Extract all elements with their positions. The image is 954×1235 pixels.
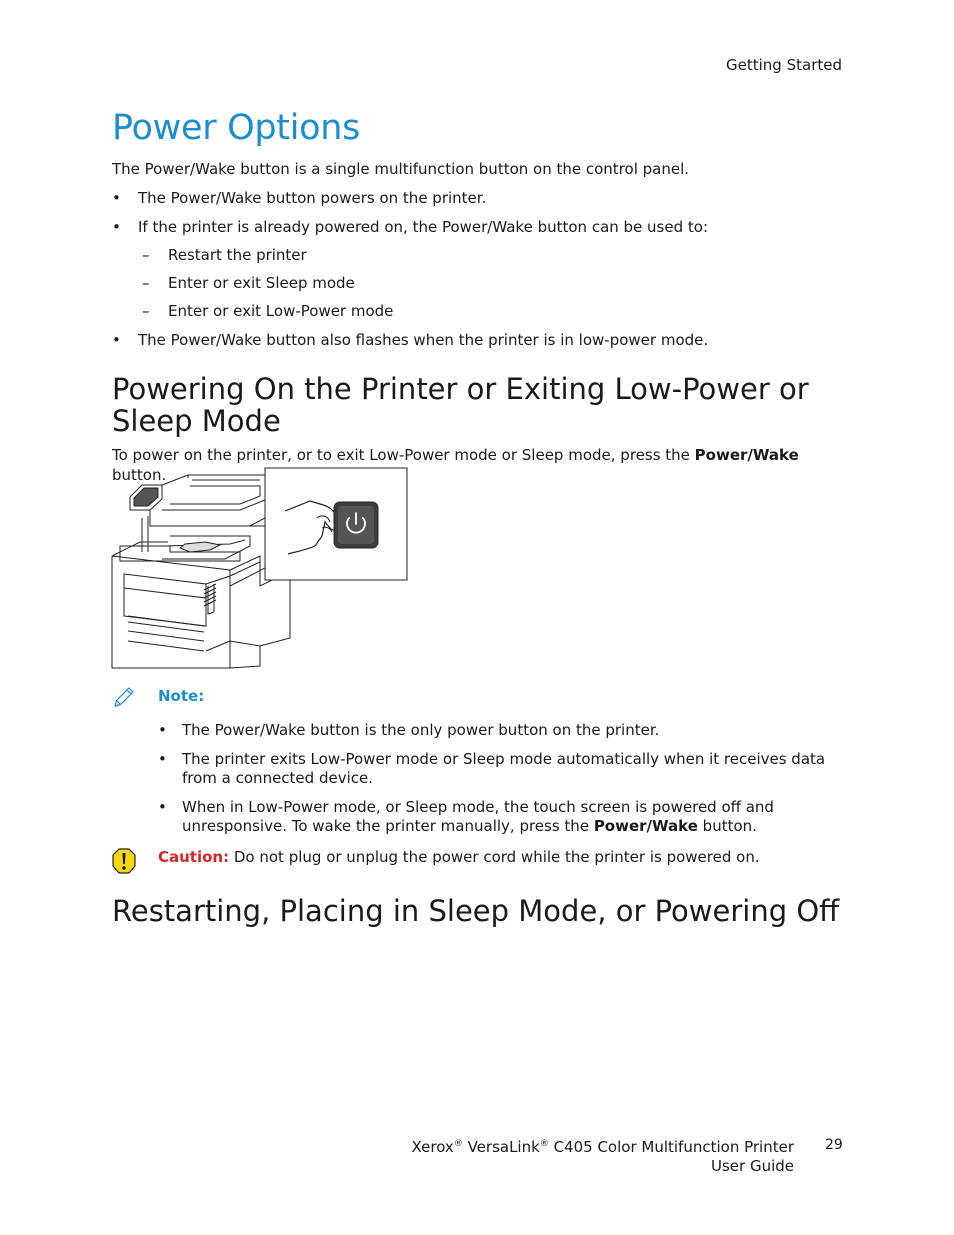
list-item <box>112 217 852 321</box>
caution-line <box>158 847 760 867</box>
footer-title <box>412 1138 794 1176</box>
list-item <box>112 330 852 350</box>
note-list <box>158 721 838 846</box>
list-item-text: The Power/Wake button powers on the printer. <box>138 189 487 207</box>
registered-mark: ® <box>453 1139 463 1149</box>
footer-guide: User Guide <box>710 1157 794 1175</box>
sub-list <box>142 245 852 321</box>
sub-list-item <box>142 301 852 321</box>
footer-product-line <box>412 1138 794 1157</box>
note-item-text: button. <box>697 817 757 835</box>
note-item <box>158 721 838 740</box>
pencil-icon <box>112 685 136 709</box>
printer-illustration <box>110 466 410 672</box>
sub-list-item-text: Enter or exit Sleep mode <box>168 274 355 292</box>
list-item-text: The Power/Wake button also flashes when the printer is in low-power mode. <box>138 331 709 349</box>
intro-paragraph: The Power/Wake button is a single multifunction button on the control panel. <box>112 160 690 178</box>
note-label: Note: <box>158 687 205 705</box>
note-item <box>158 798 838 836</box>
list-item <box>112 188 852 208</box>
running-head: Getting Started <box>726 56 842 74</box>
note-item-text: The Power/Wake button is the only power button on the printer. <box>182 721 660 739</box>
registered-mark: ® <box>539 1139 549 1149</box>
power-wake-bold: Power/Wake <box>593 817 698 835</box>
sub-list-item-text: Restart the printer <box>168 246 307 264</box>
note-item <box>158 750 838 788</box>
caution-text: Do not plug or unplug the power cord while the printer is powered on. <box>229 848 760 866</box>
printer-drawing <box>112 475 290 668</box>
paragraph-text: button. <box>112 466 167 484</box>
sub-list-item-text: Enter or exit Low-Power mode <box>168 302 394 320</box>
page-number: 29 <box>825 1137 843 1153</box>
sub-list-item <box>142 273 852 293</box>
paragraph-text: To power on the printer, or to exit Low-Power mode or Sleep mode, press the <box>112 446 695 464</box>
list-item-text: If the printer is already powered on, the Power/Wake button can be used to: <box>138 218 708 236</box>
section-heading-powering-on: Powering On the Printer or Exiting Low-Power or Sleep Mode <box>112 372 809 438</box>
footer-model: C405 Color Multifunction Printer <box>548 1138 794 1156</box>
footer-product: VersaLink <box>462 1138 540 1156</box>
note-item-text: When in Low-Power mode, or Sleep mode, the touch screen is powered off and unresponsive. To wake the printer manually, press the <box>182 798 774 835</box>
caution-icon <box>112 848 136 874</box>
sub-list-item <box>142 245 852 265</box>
power-wake-bold: Power/Wake <box>694 446 799 464</box>
note-item-text: The printer exits Low-Power mode or Sleep mode automatically when it receives data from a connected device. <box>182 750 826 787</box>
power-options-list <box>112 188 852 359</box>
section-heading-restarting: Restarting, Placing in Sleep Mode, or Powering Off <box>112 894 840 928</box>
caution-label: Caution: <box>158 848 230 866</box>
page-title: Power Options <box>112 108 361 148</box>
power-button <box>334 502 378 548</box>
footer-brand: Xerox <box>411 1138 454 1156</box>
